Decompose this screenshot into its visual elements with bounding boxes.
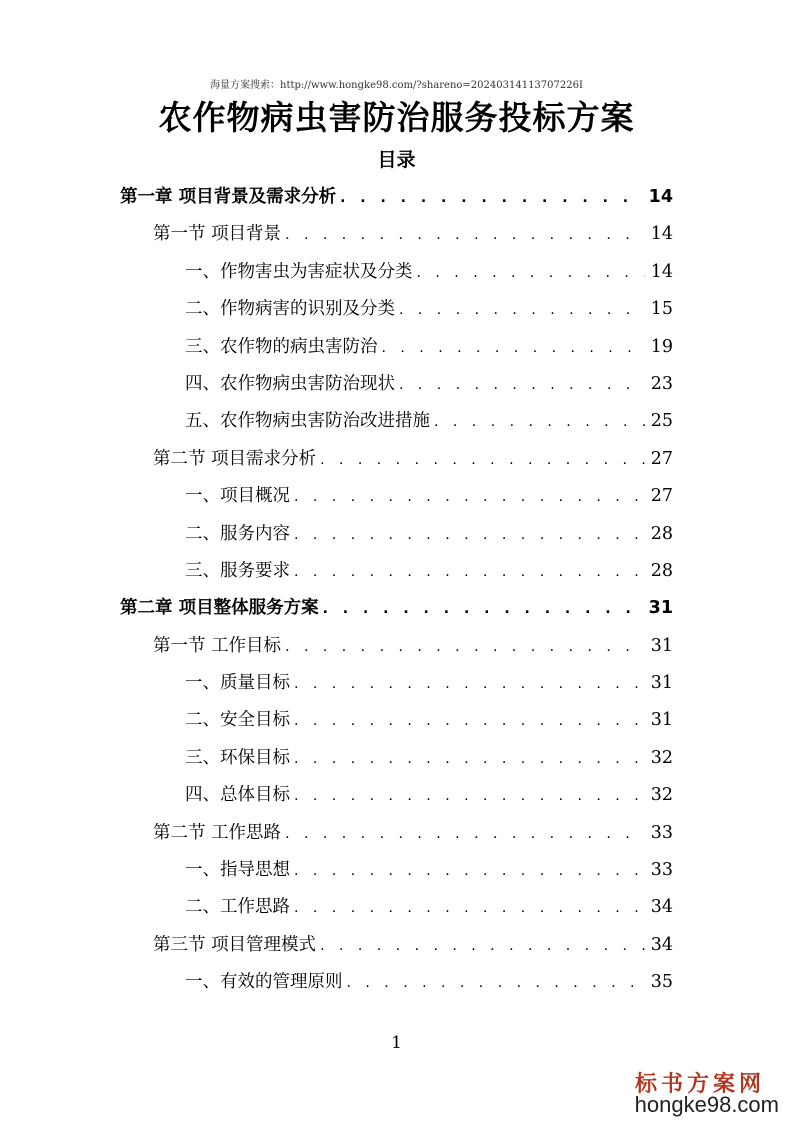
toc-chapter-entry[interactable] — [0, 179, 793, 216]
toc-entry-page: 27 — [650, 448, 673, 469]
toc-dot-leader — [294, 778, 645, 815]
toc-entry-page: 14 — [650, 261, 673, 282]
watermark-chinese: 标书方案网 — [634, 1071, 765, 1097]
toc-entry-page: 31 — [650, 635, 673, 656]
document-title: 农作物病虫害防治服务投标方案 — [158, 98, 635, 137]
toc-entry-label: 四、农作物病虫害防治现状 — [185, 373, 395, 394]
toc-entry-page: 33 — [650, 860, 673, 881]
toc-dot-leader — [323, 591, 643, 628]
toc-entry-page: 31 — [650, 710, 673, 731]
table-of-contents — [0, 179, 793, 1002]
toc-subsection-entry[interactable] — [0, 478, 793, 515]
toc-dot-leader — [399, 367, 645, 404]
toc-subsection-entry[interactable] — [0, 964, 793, 1001]
toc-entry-label: 二、工作思路 — [185, 897, 290, 918]
page-number: 1 — [391, 1033, 402, 1053]
toc-subsection-entry[interactable] — [0, 403, 793, 440]
toc-dot-leader — [294, 479, 645, 516]
toc-entry-page: 34 — [650, 934, 673, 955]
toc-entry-page: 25 — [650, 411, 673, 432]
toc-dot-leader — [417, 255, 645, 292]
toc-entry-page: 31 — [650, 673, 673, 694]
toc-dot-leader — [294, 890, 645, 927]
toc-entry-label: 二、服务内容 — [185, 523, 290, 544]
toc-entry-label: 三、农作物的病虫害防治 — [185, 336, 378, 357]
toc-entry-label: 二、作物病害的识别及分类 — [185, 299, 395, 320]
toc-entry-label: 二、安全目标 — [185, 710, 290, 731]
toc-entry-label: 第一节 项目背景 — [153, 224, 282, 245]
toc-entry-page: 27 — [650, 486, 673, 507]
toc-dot-leader — [294, 703, 645, 740]
toc-entry-page: 23 — [650, 373, 673, 394]
toc-entry-page: 15 — [650, 299, 673, 320]
toc-dot-leader — [294, 517, 645, 554]
toc-dot-leader — [399, 292, 645, 329]
toc-dot-leader — [320, 928, 645, 965]
toc-heading: 目录 — [377, 149, 416, 171]
toc-subsection-entry[interactable] — [0, 516, 793, 553]
toc-chapter-entry[interactable] — [0, 590, 793, 627]
toc-dot-leader — [285, 629, 645, 666]
toc-entry-label: 一、作物害虫为害症状及分类 — [185, 261, 413, 282]
toc-subsection-entry[interactable] — [0, 852, 793, 889]
toc-entry-page: 34 — [650, 897, 673, 918]
toc-subsection-entry[interactable] — [0, 291, 793, 328]
toc-subsection-entry[interactable] — [0, 366, 793, 403]
toc-entry-label: 四、总体目标 — [185, 785, 290, 806]
toc-subsection-entry[interactable] — [0, 740, 793, 777]
toc-entry-label: 第三节 项目管理模式 — [153, 934, 317, 955]
toc-dot-leader — [320, 442, 645, 479]
toc-section-entry[interactable] — [0, 216, 793, 253]
toc-dot-leader — [382, 330, 645, 367]
toc-subsection-entry[interactable] — [0, 553, 793, 590]
toc-subsection-entry[interactable] — [0, 777, 793, 814]
toc-entry-label: 一、指导思想 — [185, 860, 290, 881]
toc-entry-page: 33 — [650, 822, 673, 843]
toc-entry-label: 第二节 项目需求分析 — [153, 448, 317, 469]
toc-entry-page: 32 — [650, 785, 673, 806]
toc-dot-leader — [294, 741, 645, 778]
source-url-line: 海量方案搜索：http://www.hongke98.com/?shareno=20240314113707226I — [210, 80, 583, 91]
toc-entry-label: 一、质量目标 — [185, 673, 290, 694]
toc-dot-leader — [294, 853, 645, 890]
toc-entry-label: 第二章 项目整体服务方案 — [120, 598, 319, 619]
toc-dot-leader — [285, 816, 645, 853]
toc-entry-page: 28 — [650, 560, 673, 581]
toc-subsection-entry[interactable] — [0, 665, 793, 702]
toc-entry-label: 第二节 工作思路 — [153, 822, 282, 843]
toc-dot-leader — [285, 217, 645, 254]
toc-entry-label: 三、环保目标 — [185, 747, 290, 768]
toc-entry-page: 35 — [650, 972, 673, 993]
toc-subsection-entry[interactable] — [0, 329, 793, 366]
toc-section-entry[interactable] — [0, 628, 793, 665]
toc-dot-leader — [340, 180, 643, 217]
toc-entry-page: 19 — [650, 336, 673, 357]
toc-entry-page: 32 — [650, 747, 673, 768]
toc-section-entry[interactable] — [0, 441, 793, 478]
toc-entry-page: 14 — [648, 187, 673, 207]
toc-entry-label: 第一章 项目背景及需求分析 — [120, 187, 337, 207]
toc-entry-page: 28 — [650, 523, 673, 544]
toc-entry-page: 31 — [648, 598, 673, 619]
toc-entry-label: 三、服务要求 — [185, 560, 290, 581]
toc-dot-leader — [294, 554, 645, 591]
toc-subsection-entry[interactable] — [0, 702, 793, 739]
toc-section-entry[interactable] — [0, 815, 793, 852]
toc-entry-label: 一、项目概况 — [185, 486, 290, 507]
watermark-url: hongke98.com — [634, 1092, 779, 1117]
toc-dot-leader — [294, 666, 645, 703]
toc-entry-label: 第一节 工作目标 — [153, 635, 282, 656]
toc-subsection-entry[interactable] — [0, 254, 793, 291]
toc-entry-page: 14 — [650, 224, 673, 245]
toc-subsection-entry[interactable] — [0, 889, 793, 926]
toc-section-entry[interactable] — [0, 927, 793, 964]
toc-entry-label: 一、有效的管理原则 — [185, 972, 343, 993]
toc-dot-leader — [347, 965, 645, 1002]
toc-dot-leader — [434, 404, 645, 441]
toc-entry-label: 五、农作物病虫害防治改进措施 — [185, 411, 430, 432]
